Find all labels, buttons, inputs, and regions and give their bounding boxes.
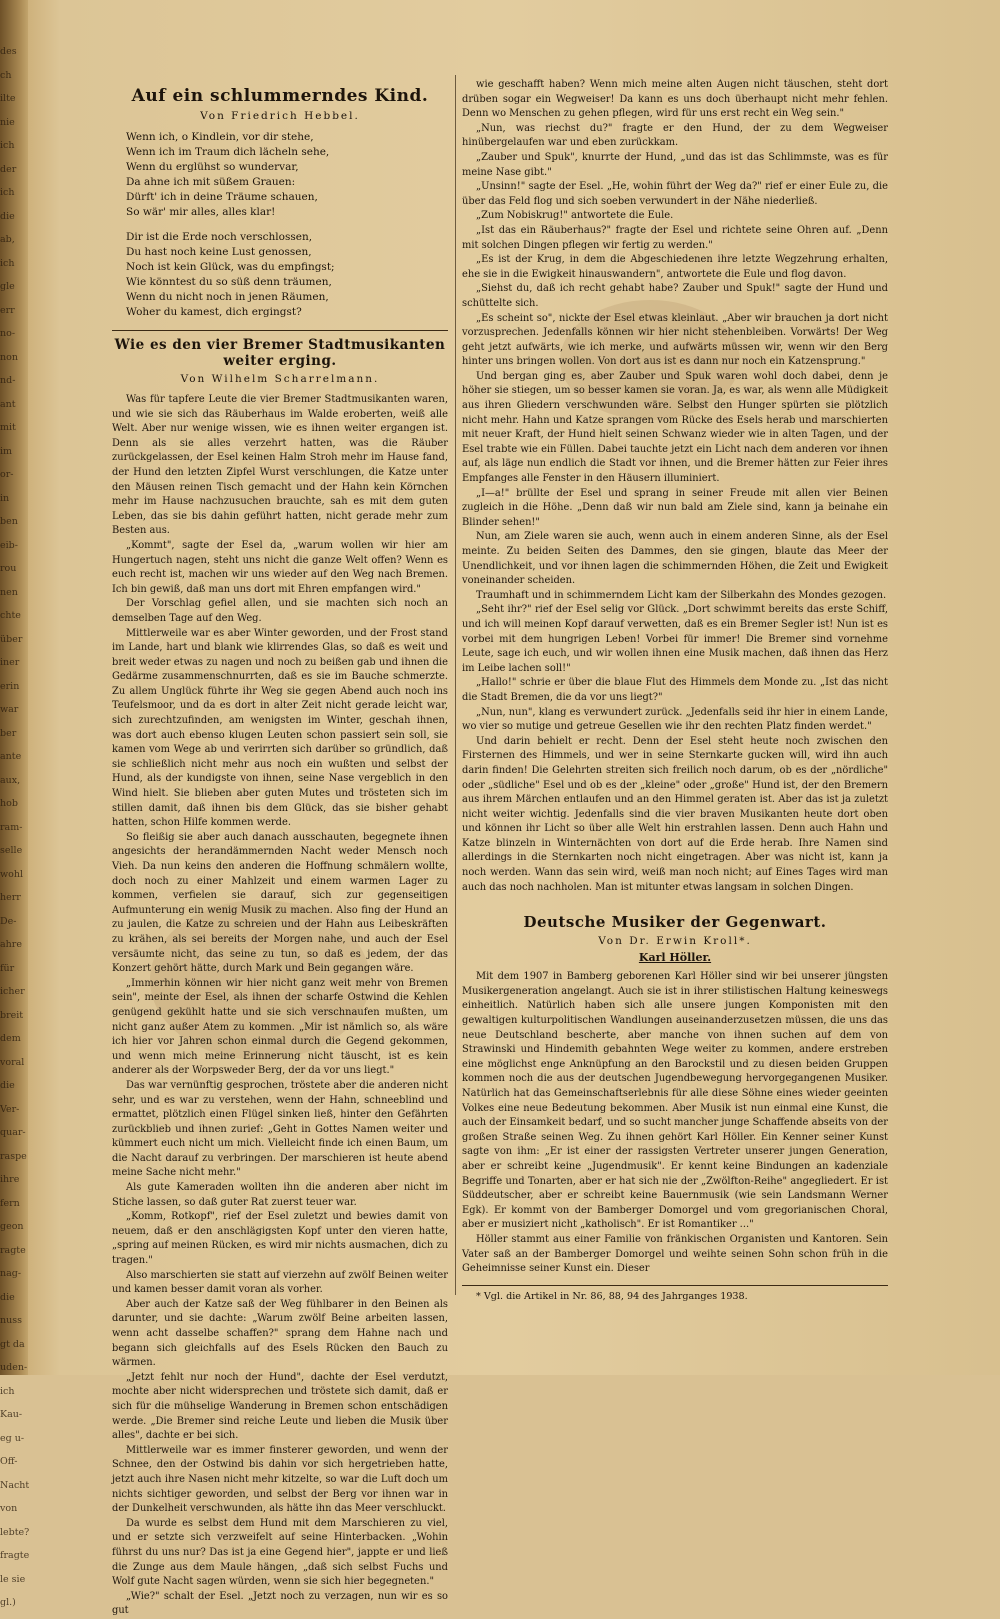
gutter-fragment: die — [0, 210, 15, 222]
gutter-fragment: rou — [0, 563, 17, 574]
gutter-fragment: nag- — [0, 1268, 22, 1279]
paragraph: Traumhaft und in schimmerndem Licht kam der Silberkahn des Mondes gezogen. — [476, 589, 887, 601]
gutter-fragment: icher — [0, 986, 25, 997]
paragraph: Höller stammt aus einer Familie von fränkischen Organisten und Kantoren. Sein Vater saß an der Bamberger Domorgel und weihte seinen Sohn schon früh in die Geheimnisse seiner Kunst ein. Dieser — [462, 1233, 888, 1275]
poem-line: Da ahne ich mit süßem Grauen: — [126, 176, 296, 188]
paragraph: Also marschierten sie statt auf vierzehn auf zwölf Beinen weiter und kamen besser damit voran als vorher. — [112, 1269, 448, 1296]
gutter-fragment: ilte — [0, 93, 16, 104]
gutter-fragment: dem — [0, 1033, 21, 1044]
gutter-fragment: uden- — [0, 1362, 28, 1373]
gutter-fragment: breit — [0, 1009, 24, 1021]
previous-page-gutter — [0, 40, 30, 1615]
gutter-fragment: eib- — [0, 539, 18, 551]
poem-line: Wenn du erglühst so wundervar, — [126, 161, 299, 173]
gutter-fragment: die — [0, 1291, 15, 1303]
paragraph: Das war vernünftig gesprochen, tröstete aber die anderen nicht sehr, und es war zu verstehen, wenn der Hahn, schneeblind und ermattet, plötzlich einen Flügel sinken ließ, hinter den Gefährten zurückblieb und ihnen zurief: „Geht in Gottes Namen weiter und kümmert euch nicht um mich. Vielleicht finde ich einen Baum, um die Nacht darauf zu verbringen. Der marschieren ist heute abend meine Sache nicht mehr." — [112, 1079, 448, 1179]
paragraph: So fleißig sie aber auch danach ausschauten, begegnete ihnen angesichts der herandämmernden Nacht weder Mensch noch Vieh. Da nun keins den anderen die Hoffnung schmälern wollte, doch noch zu einer Mahlzeit und einem warmen Lager zu kommen, verfielen sie darauf, sich zur gegenseitigen Aufmunterung ein wenig Musik zu machen. Also fing der Hund an zu jaulen, die Katze zu schreien und der Hahn aus Leibeskräften zu krähen, als sei bereits der Morgen nahe, und auch der Esel versäumte nicht, das seine zu tun, so daß es jedem, der das Konzert gehört hätte, durch Mark und Bein gegangen wäre. — [112, 831, 448, 975]
gutter-fragment: Nacht — [0, 1479, 30, 1491]
gutter-fragment: ber — [0, 727, 17, 739]
paragraph: Was für tapfere Leute die vier Bremer Stadtmusikanten waren, und wie sie sich das Räuberhaus im Walde eroberten, weiß alle Welt. Aber nur wenige wissen, wie es ihnen weiter ergangen ist. Denn als sie alles verzehrt hatten, was die Räuber zurückgelassen, der Esel keinen Halm Stroh mehr im Hause fand, der Hund den letzten Zipfel Wurst verschlungen, die Katze unter den Mäusen reinen Tisch gemacht und der Hahn kein Körnchen mehr im Hause nachzusuchen brauchte, sah es mit dem guten Leben, das sie bis dahin geführt hatten, nicht gerade mehr zum Besten aus. — [112, 394, 448, 537]
paragraph: Da wurde es selbst dem Hund mit dem Marschieren zu viel, und er setzte sich verzweifelt auf seine Hinterbacken. „Wohin führst du uns nur? Das ist ja eine Gegend hier", jappte er und ließ die Zunge aus dem Maule hängen, „daß sich selbst Fuchs und Wolf gute Nacht sagen würden, wenn sie sich hier begegneten." — [112, 1517, 448, 1588]
gutter-fragment: ant — [0, 398, 16, 410]
paragraph: „Unsinn!" sagte der Esel. „He, wohin führt der Weg da?" rief er einer Eule zu, die über das Feld flog und sich soeben verwundert in der Nähe niederließ. — [462, 181, 888, 207]
paragraph: Und darin behielt er recht. Denn der Esel steht heute noch zwischen den Firsternen des Himmels, und wer in seine Sternkarte gucken will, wird ihn auch darin finden! Die Gelehrten streiten sich freilich noch darum, ob es der „nördliche" oder „südliche" Esel und ob es der „kleine" oder „große" Hund ist, der den Bremern aus ihrem Märchen entlaufen und an den Himmel geraten ist. Aber das ist ja zuletzt nicht weiter wichtig. Jedenfalls sind die vier braven Musikanten heute dort oben und können ihr Licht so über alle Welt hin erstrahlen lassen. Denn auch Hahn und Katze blinzeln in Winternächten von dort auf die Erde herab. Ihre Namen sind allerdings in die Sternkarten noch nicht eingetragen. Aber was nicht ist, kann ja noch werden. Wann das sein wird, weiß man noch nicht; auf Eines Tages wird man auch das noch nachholen. Man ist mitunter etwas langsam in solchen Dingen. — [462, 735, 888, 893]
gutter-fragment: ich — [0, 257, 15, 269]
gutter-fragment: fragte — [0, 1550, 30, 1561]
section-divider — [112, 330, 448, 331]
poem-line: Dir ist die Erde noch verschlossen, — [126, 231, 313, 243]
gutter-fragment: in — [0, 492, 10, 504]
article-title: Deutsche Musiker der Gegenwart. — [523, 913, 827, 932]
gutter-fragment: Ver- — [0, 1103, 20, 1115]
article-author: Von Dr. Erwin Kroll*. — [598, 935, 752, 948]
poem-line: Wenn ich im Traum dich lächeln sehe, — [126, 146, 330, 158]
paragraph: „Kommt", sagte der Esel da, „warum wollen wir hier am Hungertuch nagen, steht uns nicht die ganze Welt offen? Wenn es euch recht ist, machen wir uns wieder auf den Weg nach Bremen. Ich bin gewiß, daß man uns dort mit Ehren empfangen wird." — [112, 539, 448, 595]
paragraph: „Seht ihr?" rief der Esel selig vor Glück. „Dort schwimmt bereits das erste Schiff, und ich will meinen Kopf darauf verwetten, daß es ein Bremer Segler ist! Nun ist es vorbei mit dem hungrigen Leben! Vorbei für immer! Die Bremer sind vornehme Leute, sage ich euch, und wir wollen ihnen eine Musik machen, daß ihnen das Herz im Leibe lachen soll!" — [462, 604, 888, 674]
paragraph: Mittlerweile war es immer finsterer geworden, und wenn der Schnee, den der Ostwind bis dahin vor sich hergetrieben hatte, jetzt auch ihre Nasen nicht mehr kitzelte, so war die Luft doch um nichts sichtiger geworden, und selbst der Berg vor ihnen war in der Dunkelheit verschwunden, als hätte ihn das Meer verschluckt. — [112, 1444, 448, 1515]
story-continuation — [462, 78, 888, 895]
gutter-fragment: non — [0, 351, 18, 363]
gutter-fragment: der — [0, 163, 17, 175]
paragraph: „Zauber und Spuk", knurrte der Hund, „und das ist das Schlimmste, was es für meine Nase gibt." — [462, 151, 888, 178]
story-text — [112, 393, 448, 1619]
gutter-fragment: ragte — [0, 1244, 26, 1256]
poem — [126, 130, 448, 320]
poem-stanza — [126, 230, 448, 320]
gutter-fragment: für — [0, 962, 15, 974]
article-text — [462, 970, 888, 1276]
gutter-fragment: des — [0, 46, 17, 57]
gutter-fragment: gl.) — [0, 1597, 16, 1608]
paragraph: Mit dem 1907 in Bamberg geborenen Karl Höller sind wir bei unserer jüngsten Musikergeneration angelangt. Auch sie ist in ihrer stilistischen Haltung keineswegs einheitlich. Natürlich haben sich alle unsere jungen Komponisten mit den gewaltigen kulturpolitischen Wandlungen auseinanderzusetzen müssen, die uns das neue Deutschland bescherte, aber manche von ihnen suchen auf dem von Strawinski und Hindemith gebahnten Wege weiter zu kommen, andere erstreben eine möglichst enge Anknüpfung an den Barockstil und zu diesen beiden Gruppen kommen noch die aus der deutschen Jugendbewegung hervorgegangenen Musiker. Natürlich hat das Gemeinschaftserlebnis für alle diese Söhne eines wieder geeinten Volkes eine neue Bedeutung bekommen. Aber Musik ist nun einmal eine Kunst, die auch der Einsamkeit bedarf, und so sucht mancher junge Schaffende abseits von der großen Straße seinen Weg. Zu ihnen gehört Karl Höller. Ein Kenner seiner Kunst sagte von ihm: „Er ist einer der rassigsten Vertreter unserer jungen Generation, aber er schreibt keine „Jugendmusik". Er kennt keine Bindungen an kadenziale Begriffe und Tonarten, aber er hat sich nie der „Zwölfton-Reihe" angegliedert. Er ist Süddeutscher, aber er schreibt keine Bauernmusik (wie sein Landsmann Werner Egk). Er kommt von der Bamberger Domorgel und vom gregorianischen Choral, aber er musiziert nicht „katholisch". Er ist Romantiker ..." — [462, 971, 888, 1231]
gutter-fragment: iner — [0, 657, 20, 668]
story-author: Von Wilhelm Scharrelmann. — [180, 373, 380, 385]
poem-line: Du hast noch keine Lust genossen, — [126, 246, 312, 258]
gutter-fragment: eg u- — [0, 1432, 25, 1444]
gutter-fragment: ich — [0, 1385, 15, 1397]
gutter-fragment: raspe — [0, 1150, 27, 1162]
paragraph: „Jetzt fehlt nur noch der Hund", dachte der Esel verdutzt, mochte aber nicht widersprechen und tröstete sich damit, daß er sich für die mühselige Wanderung in Bremen schon entschädigen werde. „Die Bremer sind reiche Leute und lieben die Musik über alles", dachte er bei sich. — [112, 1371, 448, 1442]
gutter-fragment: fern — [0, 1197, 20, 1209]
gutter-fragment: nie — [0, 116, 15, 128]
gutter-fragment: ben — [0, 516, 18, 527]
paragraph: wie geschafft haben? Wenn mich meine alten Augen nicht täuschen, steht dort drüben sogar ein Wegweiser! Da kann es uns doch überhaupt nicht mehr fehlen. Denn wo Menschen zu gehen pflegen, wird für uns erst recht ein Weg sein." — [462, 79, 888, 120]
gutter-fragment: quar- — [0, 1127, 26, 1138]
gutter-fragment: voral — [0, 1056, 25, 1068]
gutter-fragment: Kau- — [0, 1409, 23, 1420]
gutter-fragment: ich — [0, 140, 15, 151]
gutter-fragment: Off- — [0, 1456, 18, 1467]
paragraph: „Es ist der Krug, in dem die Abgeschiedenen ihre letzte Wegzehrung erhalten, ehe sie in die Ewigkeit hinauswandern", antwortete die Eule und flog davon. — [462, 254, 888, 280]
paragraph: „Wie?" schalt der Esel. „Jetzt noch zu verzagen, nun wir es so gut — [112, 1590, 448, 1617]
gutter-fragment: die — [0, 1080, 15, 1091]
left-column — [112, 78, 448, 1617]
gutter-fragment: no- — [0, 328, 16, 339]
poem-line: Wie könntest du so süß denn träumen, — [126, 276, 332, 288]
poem-line: So wär' mir alles, alles klar! — [126, 206, 276, 218]
gutter-fragment: le sie — [0, 1573, 26, 1585]
gutter-fragment: über — [0, 633, 23, 645]
right-column — [462, 78, 888, 1308]
gutter-fragment: nd- — [0, 375, 16, 386]
paragraph: „Immerhin können wir hier nicht ganz weit mehr von Bremen sein", meinte der Esel, als ihnen der scharfe Ostwind die Kehlen genügend gekühlt hatte und sie sich verschnaufen mußten, um nicht ganz außer Atem zu kommen. „Mir ist nämlich so, als wäre ich hier vor Jahren schon einmal durch die Gegend gekommen, und wenn mich meine Erinnerung nicht täuscht, ist es kein anderer als der Worpsweder Berg, der da vor uns liegt." — [112, 977, 448, 1077]
paragraph: Und bergan ging es, aber Zauber und Spuk waren wohl doch dabei, denn je höher sie stiegen, um so besser kamen sie voran. Ja, es war, als wenn alle Müdigkeit aus ihren Gliedern verschwunden wäre. Selbst den Hunger spürten sie plötzlich nicht mehr. Hahn und Katze sprangen vom Rücke des Esels herab und marschierten mit neuer Kraft, der Hund hielt seinen Schwanz wieder wie in alten Tagen, und der Esel trabte wie ein Füllen. Dabei tauchte jetzt ein Licht nach dem anderen vor ihnen auf, als läge nun endlich die Stadt vor ihnen, und die Bremer hätten zur Feier ihres Empfanges alle Fenster in den Häusern illuminiert. — [462, 370, 888, 485]
gutter-fragment: gle — [0, 281, 15, 292]
gutter-fragment: ich — [0, 187, 15, 198]
poem-line: Noch ist kein Glück, was du empfingst; — [126, 261, 335, 273]
poem-author: Von Friedrich Hebbel. — [200, 110, 360, 122]
poem-line: Woher du kamest, dich ergingst? — [126, 306, 302, 318]
gutter-fragment: nen — [0, 586, 18, 598]
gutter-fragment: herr — [0, 892, 21, 903]
paragraph: Aber auch der Katze saß der Weg fühlbarer in den Beinen als darunter, und sie dachte: „Warum zwölf Beine arbeiten lassen, wenn acht dasselbe schaffen?" sprang dem Hahne nach und begann sich gleichfalls auf des Esels Rücken den Bauch zu wärmen. — [112, 1298, 448, 1369]
paragraph: „Hallo!" schrie er über die blaue Flut des Himmels dem Monde zu. „Ist das nicht die Stadt Bremen, die da vor uns liegt?" — [462, 677, 888, 703]
gutter-fragment: im — [0, 445, 13, 457]
gutter-fragment: ram- — [0, 821, 23, 833]
gutter-fragment: ante — [0, 751, 22, 762]
paragraph: Nun, am Ziele waren sie auch, wenn auch in einem anderen Sinne, als der Esel meinte. Zu beiden Seiten des Dammes, den sie gingen, blaute das Meer der Unendlichkeit, und vor ihnen lagen die schimmernden Höhen, die Zeit und Ewigkeit voneinander scheiden. — [462, 531, 888, 587]
paragraph: „Zum Nobiskrug!" antwortete die Eule. — [476, 210, 674, 222]
poem-line: Dürft' ich in deine Träume schauen, — [126, 191, 318, 203]
story-title: Wie es den vier Bremer Stadtmusikanten weiter erging. — [114, 337, 446, 369]
gutter-fragment: von — [0, 1503, 18, 1514]
column-divider — [455, 75, 456, 1295]
gutter-fragment: hob — [0, 798, 18, 809]
gutter-fragment: err — [0, 304, 15, 316]
gutter-fragment: erin — [0, 680, 20, 692]
paragraph: „Ist das ein Räuberhaus?" fragte der Esel und richtete seine Ohren auf. „Denn mit solchen Dingen pflegen wir fertig zu werden." — [462, 224, 888, 251]
poem-line: Wenn ich, o Kindlein, vor dir stehe, — [126, 131, 314, 143]
poem-title: Auf ein schlummerndes Kind. — [131, 86, 429, 106]
gutter-fragment: nuss — [0, 1315, 22, 1326]
paragraph: „Nun, was riechst du?" fragte er den Hund, der zu dem Wegweiser hinübergelaufen war und eben zurückkam. — [462, 122, 888, 149]
paragraph: „Es scheint so", nickte der Esel etwas kleinlaut. „Aber wir brauchen ja dort nicht vorzusprechen. Jedenfalls können wir hier nicht stehenbleiben. Vorwärts! Der Weg geht jetzt aufwärts, wie ich merke, und aufwärts müssen wir, wenn wir den Berg hinter uns bringen wollen. Von dort aus ist es dann nur noch ein Katzensprung." — [462, 312, 888, 368]
gutter-fragment: ahre — [0, 939, 22, 950]
poem-stanza — [126, 130, 448, 220]
gutter-fragment: ch — [0, 69, 12, 81]
gutter-fragment: wohl — [0, 868, 24, 880]
paragraph: Der Vorschlag gefiel allen, und sie machten sich noch an demselben Tage auf den Weg. — [112, 598, 448, 624]
gutter-fragment: gt da — [0, 1338, 25, 1350]
article-subhead: Karl Höller. — [638, 951, 712, 965]
gutter-fragment: or- — [0, 469, 14, 480]
gutter-fragment: mit — [0, 422, 16, 433]
gutter-fragment: ihre — [0, 1174, 20, 1185]
paragraph: „Siehst du, daß ich recht gehabt habe? Zauber und Spuk!" sagte der Hund und schüttelte sich. — [462, 283, 888, 309]
gutter-fragment: selle — [0, 845, 23, 856]
paragraph: „I—a!" brüllte der Esel und sprang in seiner Freude mit allen vier Beinen zugleich in die Höhe. „Denn daß wir nun bald am Ziele sind, kann ja beinahe ein Blinder sehen!" — [462, 487, 888, 528]
gutter-fragment: ab, — [0, 234, 15, 245]
poem-line: Wenn du nicht noch in jenen Räumen, — [126, 291, 329, 303]
gutter-fragment: war — [0, 704, 19, 715]
gutter-fragment: De- — [0, 915, 17, 927]
gutter-fragment: lebte? — [0, 1526, 30, 1538]
paragraph: Als gute Kameraden wollten ihn die anderen aber nicht im Stiche lassen, so daß guter Rat zuerst teuer war. — [112, 1182, 448, 1208]
paragraph: „Nun, nun", klang es verwundert zurück. „Jedenfalls seid ihr hier in einem Lande, wo vier so mutige und getreue Gesellen wie ihr den rechten Platz finden werdet." — [462, 706, 888, 733]
gutter-fragment: geon — [0, 1221, 24, 1232]
paragraph: Mittlerweile war es aber Winter geworden, und der Frost stand im Lande, hart und blank wie klirrendes Glas, so daß es weit und breit weder etwas zu nagen und noch zu beißen gab und ihnen die Gedärme zusammenschnurrten, daß es sie im Bauche schmerzte. Zu allem Unglück führte ihr Weg sie gegen Abend auch noch ins Teufelsmoor, und da es dort in alter Zeit nicht gerade leicht war, sich zurechtzufinden, am wenigsten im Winter, geschah ihnen, was dort auch ebenso klugen Leuten schon passiert sein soll, sie kamen vom Wege ab und verirrten sich darüber so gründlich, daß sie schließlich nicht mehr aus noch ein wußten und selbst der Hund, als der kundigste von ihnen, seine Nase vergeblich in den Wind hielt. Sie blieben aber guten Mutes und trösteten sich im stillen damit, daß ihnen bis dem Glück, das sie bisher gehabt hatten, schon Hilfe kommen werde. — [112, 627, 448, 829]
paragraph: „Komm, Rotkopf", rief der Esel zuletzt und bewies damit von neuem, daß er den anschlägigsten Kopf unter den vieren hatte, „spring auf meinen Rücken, es wird mir nichts ausmachen, dich zu tragen." — [112, 1211, 448, 1267]
gutter-fragment: aux, — [0, 774, 21, 786]
footnote: * Vgl. die Artikel in Nr. 86, 88, 94 des Jahrganges 1938. — [462, 1285, 888, 1304]
gutter-fragment: chte — [0, 610, 21, 621]
